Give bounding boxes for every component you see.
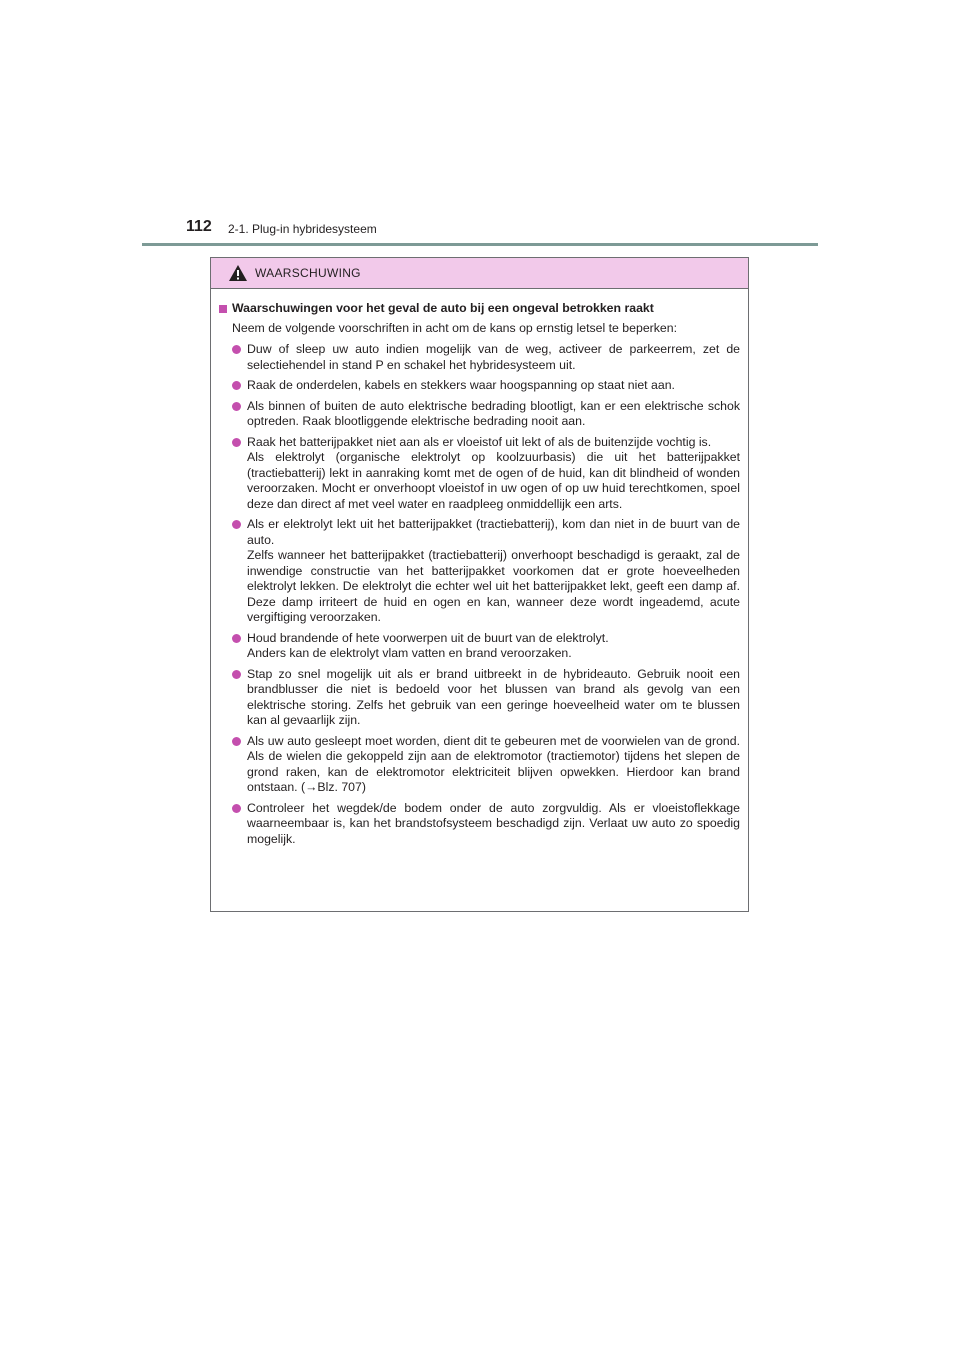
- bullet-text: [247, 435, 740, 513]
- circle-bullet-icon: [232, 345, 241, 354]
- circle-bullet-icon: [232, 402, 241, 411]
- list-item: [219, 517, 740, 626]
- list-item: [219, 801, 740, 848]
- bullet-paragraph: Duw of sleep uw auto indien mogelijk van de weg, activeer de parkeerrem, zet de selectiehendel in stand P en schakel het hybridesysteem uit.: [247, 342, 740, 372]
- bullet-paragraph: Als elektrolyt (organische elektrolyt op koolzuurbasis) die uit het batterijpakket (tractiebatterij) lekt in aanraking komt met de ogen of de huid, kan dit blindheid of wonden veroorzaken. Mocht er onverhoopt vloeistof in uw ogen of op uw huid terechtkomen, spoel deze dan direct af met veel water en raadpleeg onmiddellijk een arts.: [247, 450, 740, 511]
- warning-heading: Waarschuwingen voor het geval de auto bij een ongeval betrokken raakt: [232, 301, 654, 315]
- bullet-paragraph: Zelfs wanneer het batterijpakket (tractiebatterij) onverhoopt beschadigd is geraakt, zal de inwendige constructie van het batterijpakket voorkomen dat er grote hoeveelheden elektrolyt lekken. De elektrolyt die echter wel uit het batterijpakket lekt, geeft een damp af. Deze damp irriteert de huid en ogen en kan, wanneer deze wordt ingeademd, acute vergiftiging veroorzaken.: [247, 548, 740, 624]
- list-item: [219, 667, 740, 729]
- page-number: 112: [186, 218, 212, 235]
- warning-triangle-icon: [228, 264, 248, 282]
- circle-bullet-icon: [232, 670, 241, 679]
- bullet-text: [247, 801, 740, 848]
- circle-bullet-icon: [232, 438, 241, 447]
- circle-bullet-icon: [232, 737, 241, 746]
- bullet-paragraph: Als uw auto gesleept moet worden, dient dit te gebeuren met de voorwielen van de grond. Als de wielen die gekoppeld zijn aan de elektromotor (tractiemotor) tijdens het slepen de grond raken, kan de elektromotor elektriciteit blijven opwekken. Hierdoor kan brand ontstaan. (→Blz. 707): [247, 733, 740, 794]
- section-title: 2-1. Plug-in hybridesysteem: [228, 222, 377, 236]
- list-item: [219, 734, 740, 796]
- bullet-text: [247, 667, 740, 729]
- bullet-paragraph: Houd brandende of hete voorwerpen uit de buurt van de elektrolyt.: [247, 630, 609, 645]
- circle-bullet-icon: [232, 634, 241, 643]
- bullet-paragraph: Raak de onderdelen, kabels en stekkers waar hoogspanning op staat niet aan.: [247, 378, 675, 392]
- warning-bullet-list: [219, 342, 740, 847]
- page-header: [0, 0, 960, 250]
- circle-bullet-icon: [232, 804, 241, 813]
- bullet-paragraph: Als er elektrolyt lekt uit het batterijpakket (tractiebatterij), kom dan niet in de buurt van de auto.: [247, 517, 740, 547]
- header-divider: [142, 243, 818, 246]
- warning-heading-row: [219, 301, 740, 317]
- list-item: [219, 399, 740, 430]
- list-item: [219, 631, 740, 662]
- bullet-text: [247, 734, 740, 796]
- list-item: [219, 342, 740, 373]
- bullet-text: [247, 378, 740, 394]
- warning-box: [210, 257, 749, 912]
- warning-intro: Neem de volgende voorschriften in acht om de kans op ernstig letsel te beperken:: [232, 320, 677, 335]
- bullet-text: [247, 342, 740, 373]
- bullet-paragraph: Controleer het wegdek/de bodem onder de auto zorgvuldig. Als er vloeistoflekkage waarneembaar is, kan het brandstofsysteem beschadigd zijn. Verlaat uw auto zo spoedig mogelijk.: [247, 800, 740, 846]
- circle-bullet-icon: [232, 381, 241, 390]
- circle-bullet-icon: [232, 520, 241, 529]
- warning-body: [211, 289, 748, 847]
- square-bullet-icon: [219, 305, 227, 313]
- list-item: [219, 378, 740, 394]
- bullet-paragraph: Anders kan de elektrolyt vlam vatten en brand veroorzaken.: [247, 646, 572, 660]
- bullet-paragraph: Stap zo snel mogelijk uit als er brand uitbreekt in de hybrideauto. Gebruik nooit een brandblusser die niet is bedoeld voor het blussen van brand als gevolg van een elektrische storing. Zelfs het gebruik van een geringe hoeveelheid water om te blussen kan al gevaarlijk zijn.: [247, 666, 740, 727]
- bullet-text: [247, 517, 740, 626]
- bullet-paragraph: Als binnen of buiten de auto elektrische bedrading blootligt, kan er een elektrische schok optreden. Raak blootliggende elektrische bedrading nooit aan.: [247, 398, 740, 428]
- list-item: [219, 435, 740, 513]
- bullet-paragraph: Raak het batterijpakket niet aan als er vloeistof uit lekt of als de buitenzijde vochtig is.: [247, 434, 712, 449]
- bullet-text: [247, 399, 740, 430]
- warning-header: [211, 258, 748, 289]
- warning-title: WAARSCHUWING: [255, 266, 361, 280]
- bullet-text: [247, 631, 740, 662]
